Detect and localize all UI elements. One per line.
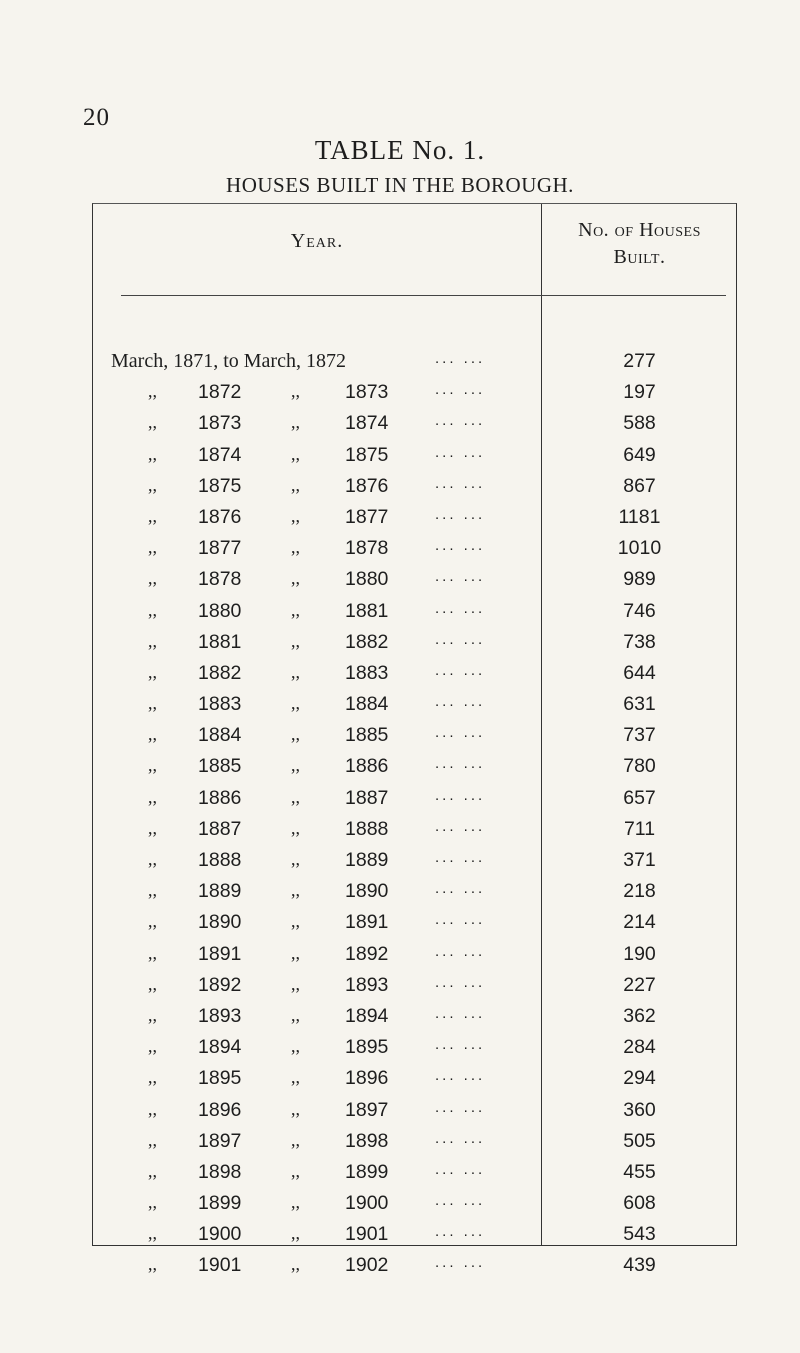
houses-count: 738 <box>623 630 656 653</box>
table-row <box>93 880 738 911</box>
leader-dots: ... ... <box>435 412 486 430</box>
ditto-mark: ,, <box>291 911 300 932</box>
ditto-mark: ,, <box>291 568 300 589</box>
year-to: 1882 <box>345 630 389 653</box>
houses-count: 644 <box>623 661 656 684</box>
ditto-mark: ,, <box>291 1160 300 1181</box>
houses-count: 711 <box>623 817 656 840</box>
leader-dots: ... ... <box>435 1129 486 1147</box>
ditto-mark: ,, <box>291 505 300 526</box>
houses-count: 218 <box>623 880 656 903</box>
year-from: 1887 <box>198 817 242 840</box>
year-from: 1898 <box>198 1160 242 1183</box>
houses-count: 588 <box>623 412 656 435</box>
ditto-mark: ,, <box>291 786 300 807</box>
ditto-mark: ,, <box>291 1129 300 1150</box>
year-to: 1891 <box>345 911 389 934</box>
table-row <box>93 381 738 412</box>
leader-dots: ... ... <box>435 1223 486 1241</box>
leader-dots: ... ... <box>435 724 486 742</box>
table-row <box>93 568 738 599</box>
year-to: 1894 <box>345 1004 389 1027</box>
ditto-mark: ,, <box>291 1223 300 1244</box>
table-row <box>93 631 738 662</box>
ditto-mark: ,, <box>148 693 157 714</box>
ditto-mark: ,, <box>148 942 157 963</box>
leader-dots: ... ... <box>435 880 486 898</box>
ditto-mark: ,, <box>291 1098 300 1119</box>
year-from: 1875 <box>198 474 242 497</box>
table-row <box>93 1161 738 1192</box>
header-houses-line1: No. of Houses <box>578 219 701 241</box>
ditto-mark: ,, <box>291 1004 300 1025</box>
ditto-mark: ,, <box>291 1036 300 1057</box>
ditto-mark: ,, <box>148 443 157 464</box>
table-row <box>93 849 738 880</box>
year-from: 1876 <box>198 505 242 528</box>
ditto-mark: ,, <box>291 755 300 776</box>
ditto-mark: ,, <box>291 849 300 869</box>
ditto-mark: ,, <box>148 505 157 526</box>
table-row <box>93 444 738 475</box>
houses-count: 455 <box>623 1160 656 1183</box>
leader-dots: ... ... <box>435 350 486 367</box>
year-from: 1893 <box>198 1004 242 1027</box>
ditto-mark: ,, <box>148 661 157 682</box>
year-from: 1873 <box>198 412 242 435</box>
table-row <box>93 1254 738 1285</box>
houses-count: 867 <box>623 474 656 497</box>
ditto-mark: ,, <box>148 1129 157 1150</box>
leader-dots: ... ... <box>435 599 486 617</box>
leader-dots: ... ... <box>435 537 486 555</box>
ditto-mark: ,, <box>291 942 300 963</box>
year-from: 1884 <box>198 724 242 747</box>
year-to: 1897 <box>345 1098 389 1121</box>
leader-dots: ... ... <box>435 911 486 929</box>
year-to: 1885 <box>345 724 389 747</box>
table-row <box>93 662 738 693</box>
ditto-mark: ,, <box>291 630 300 651</box>
ditto-mark: ,, <box>291 880 300 901</box>
year-from: 1885 <box>198 755 242 778</box>
table-row <box>93 724 738 755</box>
year-to: 1899 <box>345 1160 389 1183</box>
ditto-mark: ,, <box>148 817 157 838</box>
ditto-mark: ,, <box>291 693 300 714</box>
table-title: TABLE No. 1. <box>314 135 486 165</box>
ditto-mark: ,, <box>291 817 300 838</box>
houses-count: 227 <box>623 973 656 996</box>
year-from: 1900 <box>198 1223 242 1246</box>
ditto-mark: ,, <box>291 474 300 495</box>
houses-count: 362 <box>623 1004 656 1027</box>
year-from: 1901 <box>198 1254 242 1277</box>
year-to: 1893 <box>345 973 389 996</box>
table-row <box>93 412 738 443</box>
year-to: 1896 <box>345 1067 389 1090</box>
year-to: 1887 <box>345 786 389 809</box>
ditto-mark: ,, <box>148 755 157 776</box>
houses-count: 657 <box>623 786 656 809</box>
header-year: Year. <box>290 230 344 252</box>
year-from: 1881 <box>198 630 242 653</box>
year-from: 1883 <box>198 693 242 716</box>
ditto-mark: ,, <box>148 630 157 651</box>
houses-count: 294 <box>623 1067 656 1090</box>
leader-dots: ... ... <box>435 1067 486 1085</box>
ditto-mark: ,, <box>291 412 300 433</box>
ditto-mark: ,, <box>148 474 157 495</box>
houses-count: 780 <box>623 755 656 778</box>
year-to: 1874 <box>345 412 389 435</box>
table-row <box>93 350 738 381</box>
ditto-mark: ,, <box>148 1223 157 1244</box>
leader-dots: ... ... <box>435 973 486 991</box>
leader-dots: ... ... <box>435 443 486 461</box>
year-to: 1875 <box>345 443 389 466</box>
table-subtitle: HOUSES BUILT IN THE BOROUGH. <box>226 173 574 197</box>
year-from: 1889 <box>198 880 242 903</box>
ditto-mark: ,, <box>148 973 157 994</box>
houses-count: 1181 <box>618 505 661 528</box>
year-to: 1889 <box>345 849 389 871</box>
ditto-mark: ,, <box>148 1192 157 1213</box>
year-to: 1881 <box>345 599 389 622</box>
houses-count: 649 <box>623 443 656 466</box>
houses-count: 284 <box>623 1036 656 1059</box>
houses-count: 989 <box>623 568 656 591</box>
table-body <box>93 350 738 1286</box>
ditto-mark: ,, <box>291 661 300 682</box>
ditto-mark: ,, <box>148 568 157 589</box>
leader-dots: ... ... <box>435 755 486 773</box>
table-row <box>93 506 738 537</box>
year-from: 1886 <box>198 786 242 809</box>
year-from: 1899 <box>198 1192 242 1215</box>
year-from: 1891 <box>198 942 242 965</box>
table-row <box>93 1099 738 1130</box>
year-from: 1878 <box>198 568 242 591</box>
year-from: 1882 <box>198 661 242 684</box>
ditto-mark: ,, <box>148 849 157 869</box>
leader-dots: ... ... <box>435 1160 486 1178</box>
ditto-mark: ,, <box>291 599 300 620</box>
year-to: 1884 <box>345 693 389 716</box>
ditto-mark: ,, <box>148 599 157 620</box>
table-row <box>93 787 738 818</box>
year-from: 1888 <box>198 849 242 871</box>
leader-dots: ... ... <box>435 661 486 679</box>
table-row <box>93 1130 738 1161</box>
header-houses-line2: Built. <box>613 246 666 268</box>
header-rule <box>121 295 726 296</box>
houses-count: 737 <box>623 724 656 747</box>
year-from: 1872 <box>198 381 242 404</box>
year-to: 1900 <box>345 1192 389 1215</box>
ditto-mark: ,, <box>148 786 157 807</box>
houses-count: 505 <box>623 1129 656 1152</box>
table-row <box>93 600 738 631</box>
year-to: 1883 <box>345 661 389 684</box>
year-from: 1896 <box>198 1098 242 1121</box>
ditto-mark: ,, <box>291 381 300 402</box>
ditto-mark: ,, <box>291 973 300 994</box>
ditto-mark: ,, <box>148 1067 157 1088</box>
leader-dots: ... ... <box>435 786 486 804</box>
ditto-mark: ,, <box>148 880 157 901</box>
table-row <box>93 475 738 506</box>
houses-count: 190 <box>623 942 656 965</box>
ditto-mark: ,, <box>148 412 157 433</box>
houses-count: 608 <box>623 1192 656 1215</box>
year-from: 1890 <box>198 911 242 934</box>
houses-table <box>92 203 737 1277</box>
houses-count: 746 <box>623 599 656 622</box>
ditto-mark: ,, <box>291 1254 300 1275</box>
leader-dots: ... ... <box>435 849 486 866</box>
year-from: 1897 <box>198 1129 242 1152</box>
leader-dots: ... ... <box>435 942 486 960</box>
houses-count: 360 <box>623 1098 656 1121</box>
ditto-mark: ,, <box>148 1160 157 1181</box>
ditto-mark: ,, <box>291 1067 300 1088</box>
header-houses-built <box>541 217 738 271</box>
leader-dots: ... ... <box>435 817 486 835</box>
ditto-mark: ,, <box>148 724 157 745</box>
table-row <box>93 1005 738 1036</box>
year-to: 1895 <box>345 1036 389 1059</box>
leader-dots: ... ... <box>435 693 486 711</box>
houses-count: 197 <box>623 381 656 404</box>
ditto-mark: ,, <box>148 1004 157 1025</box>
table-row <box>93 693 738 724</box>
ditto-mark: ,, <box>148 537 157 558</box>
table-row <box>93 1067 738 1098</box>
leader-dots: ... ... <box>435 1098 486 1116</box>
table-row <box>93 1192 738 1223</box>
year-to: 1888 <box>345 817 389 840</box>
leader-dots: ... ... <box>435 1036 486 1054</box>
period-label: March, 1871, to March, 1872 <box>111 350 346 372</box>
table-row <box>93 943 738 974</box>
leader-dots: ... ... <box>435 381 486 399</box>
ditto-mark: ,, <box>148 1254 157 1275</box>
ditto-mark: ,, <box>291 724 300 745</box>
table-row <box>93 1036 738 1067</box>
year-to: 1898 <box>345 1129 389 1152</box>
year-to: 1902 <box>345 1254 389 1277</box>
houses-count: 214 <box>623 911 656 934</box>
year-from: 1895 <box>198 1067 242 1090</box>
year-to: 1878 <box>345 537 389 560</box>
table-row <box>93 755 738 786</box>
ditto-mark: ,, <box>291 443 300 464</box>
houses-count: 543 <box>623 1223 656 1246</box>
ditto-mark: ,, <box>148 911 157 932</box>
leader-dots: ... ... <box>435 1004 486 1022</box>
houses-count: 631 <box>623 693 656 716</box>
houses-count: 439 <box>623 1254 656 1277</box>
year-to: 1890 <box>345 880 389 903</box>
year-to: 1886 <box>345 755 389 778</box>
ditto-mark: ,, <box>148 381 157 402</box>
ditto-mark: ,, <box>291 1192 300 1213</box>
ditto-mark: ,, <box>148 1098 157 1119</box>
leader-dots: ... ... <box>435 1254 486 1272</box>
table-row <box>93 537 738 568</box>
page-number: 20 <box>83 104 110 131</box>
ditto-mark: ,, <box>148 1036 157 1057</box>
houses-count: 1010 <box>617 537 662 560</box>
leader-dots: ... ... <box>435 505 486 523</box>
leader-dots: ... ... <box>435 474 486 492</box>
table-row <box>93 974 738 1005</box>
leader-dots: ... ... <box>435 568 486 586</box>
year-to: 1873 <box>345 381 389 404</box>
table-row <box>93 911 738 942</box>
year-to: 1876 <box>345 474 389 497</box>
year-to: 1880 <box>345 568 389 591</box>
year-to: 1892 <box>345 942 389 965</box>
table-row <box>93 1223 738 1254</box>
ditto-mark: ,, <box>291 537 300 558</box>
year-to: 1877 <box>345 505 389 528</box>
year-from: 1880 <box>198 599 242 622</box>
leader-dots: ... ... <box>435 630 486 648</box>
year-from: 1874 <box>198 443 242 466</box>
year-from: 1894 <box>198 1036 242 1059</box>
year-to: 1901 <box>345 1223 389 1246</box>
leader-dots: ... ... <box>435 1192 486 1210</box>
table-row <box>93 818 738 849</box>
year-from: 1877 <box>198 537 242 560</box>
houses-count: 277 <box>623 350 656 372</box>
houses-count: 371 <box>623 849 656 871</box>
year-from: 1892 <box>198 973 242 996</box>
